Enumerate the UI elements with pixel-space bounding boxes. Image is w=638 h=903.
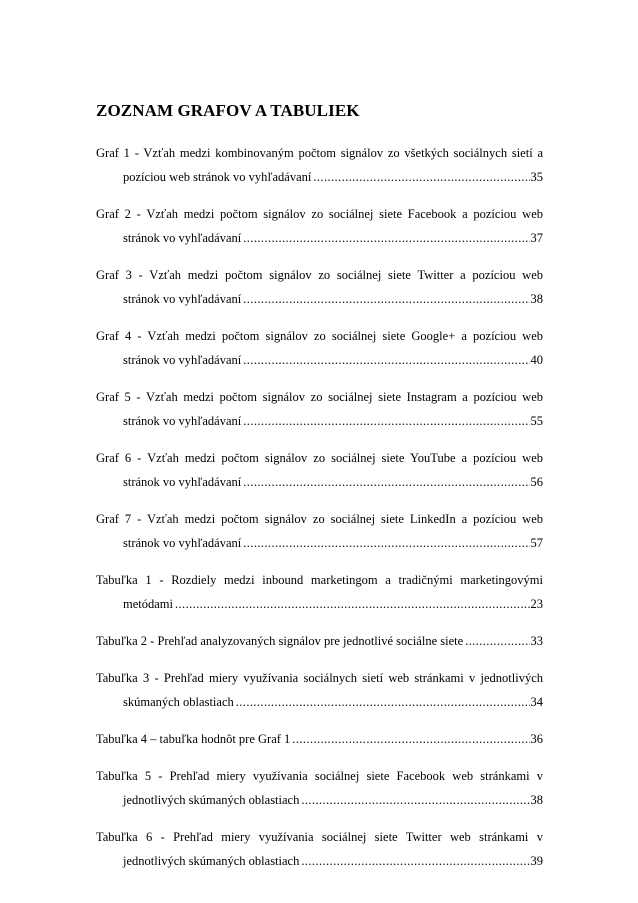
toc-entry-title-continuation: stránok vo vyhľadávaní — [123, 231, 242, 245]
toc-entry-graf-2[interactable] — [96, 202, 543, 250]
dot-leader — [313, 165, 529, 189]
page-title: ZOZNAM GRAFOV A TABULIEK — [96, 101, 360, 120]
toc-entry-title-line: Graf 1 - Vzťah medzi kombinovaným počtom signálov zo všetkých sociálnych sietí a — [96, 146, 543, 160]
toc-page-number: 56 — [530, 475, 543, 489]
dot-leader — [292, 727, 529, 751]
toc-page-number: 38 — [530, 793, 543, 807]
toc-page-number: 40 — [530, 353, 543, 367]
dot-leader — [236, 690, 530, 714]
toc-entry-title-continuation: pozíciou web stránok vo vyhľadávaní — [123, 170, 312, 184]
toc-page-number: 37 — [530, 231, 543, 245]
toc-entry-title-continuation: jednotlivých skúmaných oblastiach — [123, 854, 300, 868]
toc-page-number: 57 — [530, 536, 543, 550]
toc-entry-graf-3[interactable] — [96, 263, 543, 311]
toc-entry-title-line: Graf 6 - Vzťah medzi počtom signálov zo sociálnej siete YouTube a pozíciou web — [96, 451, 543, 465]
toc-entry-title-continuation: stránok vo vyhľadávaní — [123, 475, 242, 489]
toc-entry-title-line: Graf 3 - Vzťah medzi počtom signálov zo sociálnej siete Twitter a pozíciou web — [96, 268, 543, 282]
toc-entry-title-continuation: skúmaných oblastiach — [123, 695, 234, 709]
toc-entry-graf-5[interactable] — [96, 385, 543, 433]
toc-page-number: 35 — [530, 170, 543, 184]
toc-entry-title-line: Graf 2 - Vzťah medzi počtom signálov zo sociálnej siete Facebook a pozíciou web — [96, 207, 543, 221]
toc-entry-title-line: Graf 4 - Vzťah medzi počtom signálov zo sociálnej siete Google+ a pozíciou web — [96, 329, 543, 343]
toc-entry-title-continuation: jednotlivých skúmaných oblastiach — [123, 793, 300, 807]
toc-page-number: 23 — [530, 597, 543, 611]
toc-entry-graf-6[interactable] — [96, 446, 543, 494]
dot-leader — [243, 409, 529, 433]
toc-entry-title-line: Tabuľka 6 - Prehľad miery využívania sociálnej siete Twitter web stránkami v — [96, 830, 543, 844]
toc-entry-title-line: Graf 5 - Vzťah medzi počtom signálov zo sociálnej siete Instagram a pozíciou web — [96, 390, 543, 404]
toc-entry-title-continuation: stránok vo vyhľadávaní — [123, 536, 242, 550]
toc-entry-graf-4[interactable] — [96, 324, 543, 372]
dot-leader — [243, 470, 529, 494]
toc-page-number: 39 — [530, 854, 543, 868]
dot-leader — [465, 629, 529, 653]
toc-entry-title-line: Graf 7 - Vzťah medzi počtom signálov zo sociálnej siete LinkedIn a pozíciou web — [96, 512, 543, 526]
table-of-contents — [96, 141, 543, 886]
toc-entry-title-line: Tabuľka 3 - Prehľad miery využívania sociálnych sietí web stránkami v jednotlivých — [96, 671, 543, 685]
toc-entry-title-continuation: stránok vo vyhľadávaní — [123, 292, 242, 306]
toc-entry-title-line: Tabuľka 2 - Prehľad analyzovaných signálov pre jednotlivé sociálne siete — [96, 634, 464, 648]
dot-leader — [243, 226, 529, 250]
dot-leader — [175, 592, 530, 616]
toc-page-number: 34 — [530, 695, 543, 709]
toc-entry-tabulka-5[interactable] — [96, 764, 543, 812]
toc-entry-title-line: Tabuľka 5 - Prehľad miery využívania sociálnej siete Facebook web stránkami v — [96, 769, 543, 783]
dot-leader — [243, 531, 529, 555]
dot-leader — [301, 849, 529, 873]
dot-leader — [301, 788, 529, 812]
toc-entry-title-line: Tabuľka 1 - Rozdiely medzi inbound marketingom a tradičnými marketingovými — [96, 573, 543, 587]
dot-leader — [243, 287, 529, 311]
toc-entry-title-line: Tabuľka 4 – tabuľka hodnôt pre Graf 1 — [96, 732, 291, 746]
toc-entry-tabulka-1[interactable] — [96, 568, 543, 616]
toc-entry-title-continuation: stránok vo vyhľadávaní — [123, 414, 242, 428]
toc-entry-tabulka-2[interactable] — [96, 629, 543, 653]
toc-page-number: 38 — [530, 292, 543, 306]
toc-entry-tabulka-3[interactable] — [96, 666, 543, 714]
dot-leader — [243, 348, 529, 372]
toc-entry-title-continuation: stránok vo vyhľadávaní — [123, 353, 242, 367]
toc-page-number: 33 — [530, 634, 543, 648]
toc-entry-title-continuation: metódami — [123, 597, 173, 611]
toc-entry-tabulka-4[interactable] — [96, 727, 543, 751]
toc-page-number: 36 — [530, 732, 543, 746]
toc-entry-graf-1[interactable] — [96, 141, 543, 189]
toc-entry-tabulka-6[interactable] — [96, 825, 543, 873]
toc-page-number: 55 — [530, 414, 543, 428]
toc-entry-graf-7[interactable] — [96, 507, 543, 555]
